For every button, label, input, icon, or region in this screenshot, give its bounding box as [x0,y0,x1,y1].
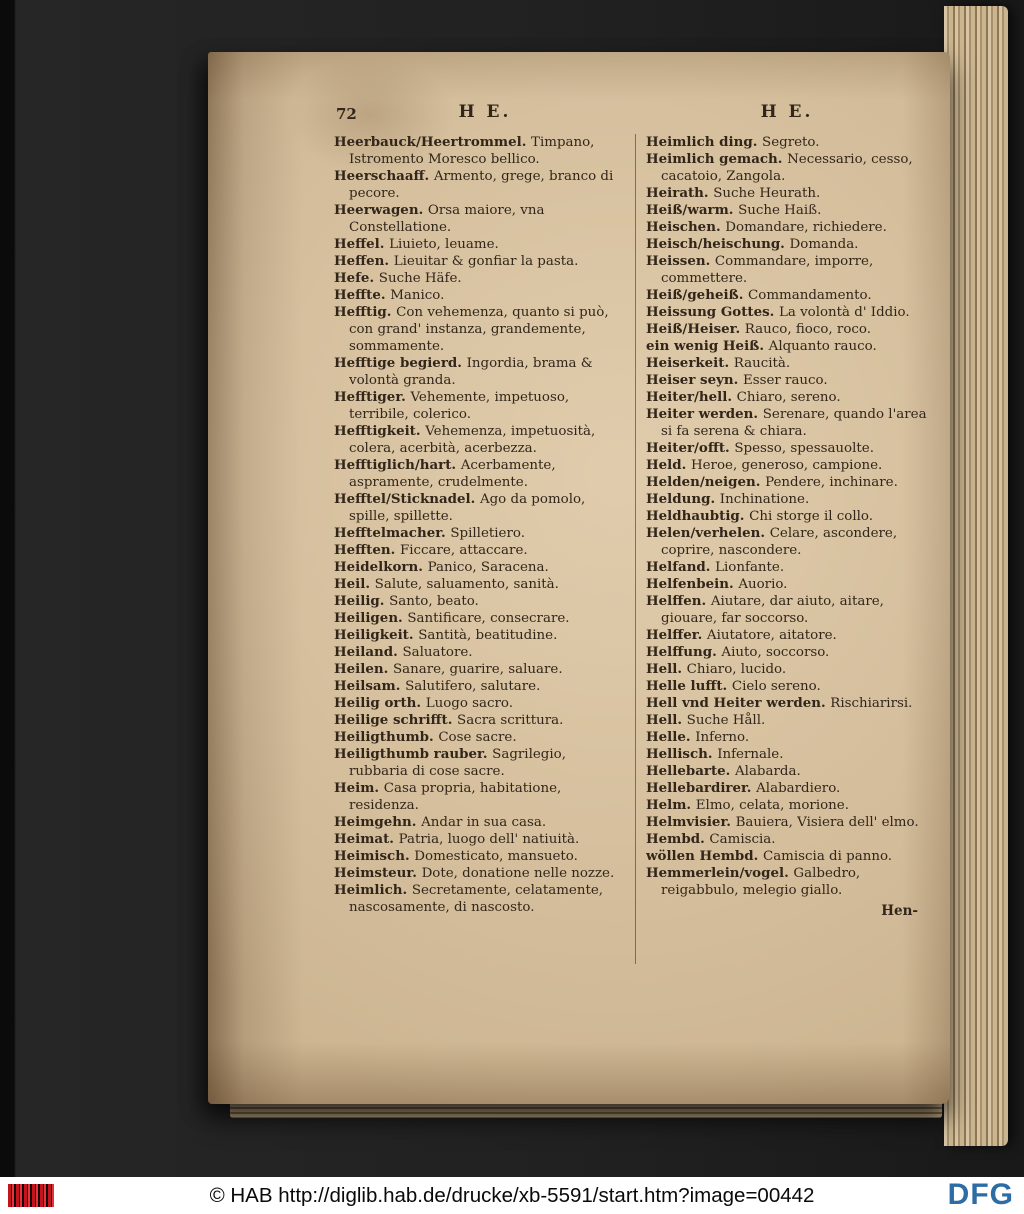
dictionary-entry [334,168,628,202]
entry-headword: Heilige schrifft. [334,712,458,728]
dictionary-entry [334,746,628,780]
dictionary-entry [334,848,628,865]
entry-translation: Heroe, generoso, campione. [690,458,883,473]
dictionary-entry [646,338,938,355]
scanned-page [208,52,950,1104]
entry-headword: Hefftig. [334,304,397,320]
entry-headword: Heiligthumb rauber. [334,746,493,762]
footer-citation: © HAB http://diglib.hab.de/drucke/xb-5591/start.htm?image=00442 [209,1183,815,1207]
book-fore-edge [944,6,1008,1146]
dictionary-entry [334,814,628,831]
running-head-left: H E. [458,102,512,122]
entry-headword: Helffung. [646,644,722,660]
entry-headword: Heidelkorn. [334,559,428,575]
entry-headword: Heilen. [334,661,393,677]
entry-translation: Santificare, consecrare. [407,611,570,626]
dictionary-entry [646,695,938,712]
dictionary-entry [334,202,628,236]
dictionary-entry [646,474,938,491]
entry-translation: Dote, donatione nelle nozze. [421,866,615,881]
entry-headword: Helffer. [646,627,707,643]
dictionary-entry [334,542,628,559]
entry-translation: Lionfante. [715,560,785,575]
dictionary-entry [646,253,938,287]
dictionary-entry [646,134,938,151]
entry-headword: Heissen. [646,253,715,269]
entry-headword: Hefftigkeit. [334,423,426,439]
dictionary-entry [646,848,938,865]
entry-headword: Heirath. [646,185,714,201]
dictionary-entry [334,423,628,457]
page-header [334,102,938,134]
entry-translation: Domesticato, mansueto. [414,849,578,864]
dictionary-entry [646,508,938,525]
entry-headword: Heiß/warm. [646,202,739,218]
color-barcode-icon [8,1184,54,1207]
entry-translation: Chiaro, sereno. [736,390,841,405]
entry-headword: Helfenbein. [646,576,739,592]
viewer-footer [0,1177,1024,1214]
dictionary-entry [646,661,938,678]
dictionary-entry [646,355,938,372]
entry-headword: Heiligkeit. [334,627,419,643]
entry-translation: Rauco, fioco, roco. [744,322,871,337]
entry-translation: Raucità. [733,356,791,371]
dictionary-entry [334,457,628,491]
entry-translation: Bauiera, Visiera dell' elmo. [735,815,919,830]
entry-translation: Necessario, cesso, cacatoio, Zangola. [661,152,913,184]
entry-translation: Suche Haiß. [738,203,822,218]
entry-headword: wöllen Hembd. [646,848,763,864]
entry-headword: Heimgehn. [334,814,422,830]
catchword: Hen- [881,903,918,919]
entry-headword: Heiter/offt. [646,440,735,456]
entry-headword: Hellebardirer. [646,780,757,796]
entry-translation: Esser rauco. [742,373,828,388]
entry-translation: Vehemenza, impetuosità, colera, acerbità, acerbezza. [349,424,596,456]
dictionary-entry [334,270,628,287]
dictionary-entry [646,627,938,644]
entry-translation: Andar in sua casa. [421,815,547,830]
dictionary-entry [334,695,628,712]
entry-headword: ein wenig Heiß. [646,338,769,354]
dictionary-entry [334,780,628,814]
entry-translation: La volontà d' Iddio. [778,305,910,320]
entry-translation: Alabarda. [735,764,801,779]
entry-translation: Domanda. [789,237,859,252]
entry-headword: Helffen. [646,593,711,609]
entry-headword: Heiligthumb. [334,729,439,745]
entry-headword: Hefe. [334,270,379,286]
dictionary-entry [646,593,938,627]
entry-headword: Hefftel/Sticknadel. [334,491,480,507]
entry-translation: Manico. [390,288,445,303]
dictionary-entry [334,304,628,355]
entry-translation: Salutifero, salutare. [405,679,541,694]
entry-headword: Heffel. [334,236,390,252]
dictionary-entry [646,389,938,406]
dictionary-entry [646,236,938,253]
dictionary-entry [646,491,938,508]
entry-translation: Ingordia, brama & volontà granda. [349,356,593,388]
dictionary-entry [334,610,628,627]
entry-translation: Con vehemenza, quanto si può, con grand' instanza, grandemente, sommamente. [349,305,609,354]
dictionary-entry [334,559,628,576]
entry-headword: Heiserkeit. [646,355,734,371]
dictionary-entry [646,525,938,559]
entry-translation: Sagrilegio, rubbaria di cose sacre. [349,747,566,779]
dictionary-entry [646,712,938,729]
dictionary-entry [646,678,938,695]
entry-translation: Galbedro, reigabbulo, melegio giallo. [661,866,861,898]
entry-translation: Sanare, guarire, saluare. [392,662,563,677]
entry-translation: Armento, grege, branco di pecore. [349,169,614,201]
entry-headword: Heischen. [646,219,726,235]
entry-headword: Heiß/geheiß. [646,287,749,303]
dictionary-entry [334,491,628,525]
running-head-row [334,102,938,122]
entry-translation: Segreto. [762,135,820,150]
entry-headword: Helmvisier. [646,814,736,830]
entry-translation: Acerbamente, aspramente, crudelmente. [349,458,556,490]
page-number: 72 [336,105,357,123]
right-column-entries [646,134,938,899]
dictionary-entry [334,882,628,916]
dictionary-entry [334,729,628,746]
entry-translation: Aiutatore, aitatore. [706,628,837,643]
entry-headword: Helden/neigen. [646,474,766,490]
dictionary-entry [646,576,938,593]
dictionary-entry [334,525,628,542]
entry-headword: Helle lufft. [646,678,732,694]
entry-headword: Heisch/heischung. [646,236,790,252]
entry-headword: Hell. [646,712,687,728]
entry-headword: Heerschaaff. [334,168,434,184]
entry-translation: Santo, beato. [389,594,479,609]
entry-translation: Lieuitar & gonfiar la pasta. [393,254,579,269]
entry-translation: Inchinatione. [719,492,810,507]
entry-headword: Hemmerlein/vogel. [646,865,794,881]
entry-headword: Heiland. [334,644,403,660]
entry-translation: Cose sacre. [438,730,517,745]
page-text-block [208,52,950,1104]
entry-translation: Patria, luogo dell' natiuità. [398,832,580,847]
entry-translation: Suche Heurath. [713,186,821,201]
dictionary-entry [646,219,938,236]
entry-translation: Cielo sereno. [731,679,821,694]
dictionary-entry [646,865,938,899]
dictionary-entry [334,134,628,168]
entry-translation: Secretamente, celatamente, nascosamente, di nascosto. [349,883,604,915]
entry-translation: Alabardiero. [756,781,841,796]
dictionary-entry [646,304,938,321]
entry-translation: Camiscia. [709,832,776,847]
entry-translation: Ficcare, attaccare. [399,543,528,558]
entry-translation: Inferno. [695,730,750,745]
dictionary-entry [334,678,628,695]
dictionary-entry [646,763,938,780]
entry-headword: Hefftiger. [334,389,411,405]
entry-headword: Hefftiglich/hart. [334,457,461,473]
entry-headword: Heerbauck/Heertrommel. [334,134,532,150]
dictionary-entry [646,287,938,304]
entry-headword: Heimlich ding. [646,134,763,150]
entry-translation: Panico, Saracena. [427,560,549,575]
entry-headword: Helm. [646,797,696,813]
entry-headword: Heerwagen. [334,202,428,218]
entry-translation: Santità, beatitudine. [418,628,558,643]
dictionary-entry [646,797,938,814]
dictionary-entry [646,202,938,219]
entry-translation: Luogo sacro. [425,696,514,711]
dictionary-entry [646,780,938,797]
entry-translation: Suche Håll. [686,713,766,728]
dictionary-entry [646,814,938,831]
entry-translation: Salute, saluamento, sanità. [374,577,559,592]
entry-headword: Heim. [334,780,384,796]
entry-headword: Heffte. [334,287,391,303]
dictionary-entry [334,576,628,593]
entry-translation: Commandare, imporre, commettere. [661,254,874,286]
dictionary-entry [334,236,628,253]
dfg-logo: DFG [947,1178,1014,1211]
entry-translation: Elmo, celata, morione. [695,798,849,813]
dictionary-entry [334,644,628,661]
entry-headword: Heiß/Heiser. [646,321,745,337]
entry-headword: Heimsteur. [334,865,422,881]
entry-translation: Serenare, quando l'area si fa serena & chiara. [661,407,927,439]
dictionary-entry [334,355,628,389]
text-columns [334,134,938,964]
entry-translation: Rischiarirsi. [830,696,913,711]
entry-headword: Heissung Gottes. [646,304,779,320]
left-column [334,134,636,964]
entry-headword: Hembd. [646,831,710,847]
entry-translation: Timpano, Istromento Moresco bellico. [349,135,595,167]
entry-headword: Hellisch. [646,746,718,762]
entry-headword: Hell vnd Heiter werden. [646,695,831,711]
dictionary-entry [646,185,938,202]
entry-translation: Aiutare, dar aiuto, aitare, giouare, far soccorso. [661,594,884,626]
running-head-right: H E. [760,102,814,122]
entry-translation: Saluatore. [402,645,473,660]
entry-headword: Helle. [646,729,696,745]
entry-headword: Hefften. [334,542,400,558]
entry-headword: Heimlich. [334,882,412,898]
entry-headword: Heiser seyn. [646,372,743,388]
entry-translation: Camiscia di panno. [762,849,893,864]
entry-translation: Commandamento. [748,288,872,303]
entry-headword: Heilig. [334,593,390,609]
entry-headword: Hell. [646,661,687,677]
entry-translation: Orsa maiore, vna Constellatione. [349,203,545,235]
dictionary-entry [334,661,628,678]
entry-headword: Hellebarte. [646,763,735,779]
entry-headword: Heiligen. [334,610,408,626]
dictionary-entry [334,287,628,304]
entry-headword: Hefftige begierd. [334,355,467,371]
entry-headword: Heilig orth. [334,695,426,711]
entry-translation: Sacra scrittura. [457,713,564,728]
entry-translation: Suche Häfe. [378,271,462,286]
dictionary-entry [646,644,938,661]
dictionary-entry [646,831,938,848]
dictionary-entry [646,440,938,457]
dictionary-entry [334,865,628,882]
dictionary-entry [646,746,938,763]
dictionary-entry [646,406,938,440]
entry-translation: Vehemente, impetuoso, terribile, colerico. [349,390,570,422]
dictionary-entry [646,729,938,746]
entry-translation: Celare, ascondere, coprire, nascondere. [661,526,898,558]
entry-translation: Pendere, inchinare. [765,475,898,490]
entry-headword: Heffen. [334,253,394,269]
entry-translation: Chiaro, lucido. [686,662,787,677]
entry-headword: Held. [646,457,691,473]
entry-headword: Heldung. [646,491,720,507]
entry-headword: Helfand. [646,559,716,575]
entry-headword: Hefftelmacher. [334,525,451,541]
entry-headword: Heilsam. [334,678,406,694]
entry-translation: Auorio. [738,577,788,592]
entry-translation: Spilletiero. [450,526,525,541]
entry-translation: Infernale. [717,747,784,762]
entry-headword: Heiter werden. [646,406,763,422]
right-column [636,134,938,919]
entry-translation: Ago da pomolo, spille, spillette. [349,492,586,524]
dictionary-entry [334,712,628,729]
entry-translation: Liuieto, leuame. [389,237,499,252]
entry-translation: Casa propria, habitatione, residenza. [349,781,562,813]
dictionary-entry [646,559,938,576]
entry-headword: Heil. [334,576,375,592]
entry-headword: Heimat. [334,831,399,847]
dictionary-entry [334,627,628,644]
dictionary-entry [334,389,628,423]
entry-translation: Domandare, richiedere. [725,220,887,235]
dictionary-entry [646,321,938,338]
dictionary-entry [334,593,628,610]
entry-translation: Chi storge il collo. [749,509,874,524]
entry-translation: Aiuto, soccorso. [721,645,830,660]
entry-translation: Alquanto rauco. [768,339,877,354]
dictionary-entry [334,253,628,270]
entry-translation: Spesso, spessauolte. [734,441,874,456]
entry-headword: Helen/verhelen. [646,525,770,541]
entry-headword: Heiter/hell. [646,389,737,405]
entry-headword: Heldhaubtig. [646,508,750,524]
dictionary-entry [646,372,938,389]
entry-headword: Heimisch. [334,848,415,864]
dictionary-entry [646,151,938,185]
dictionary-entry [334,831,628,848]
entry-headword: Heimlich gemach. [646,151,788,167]
dictionary-entry [646,457,938,474]
